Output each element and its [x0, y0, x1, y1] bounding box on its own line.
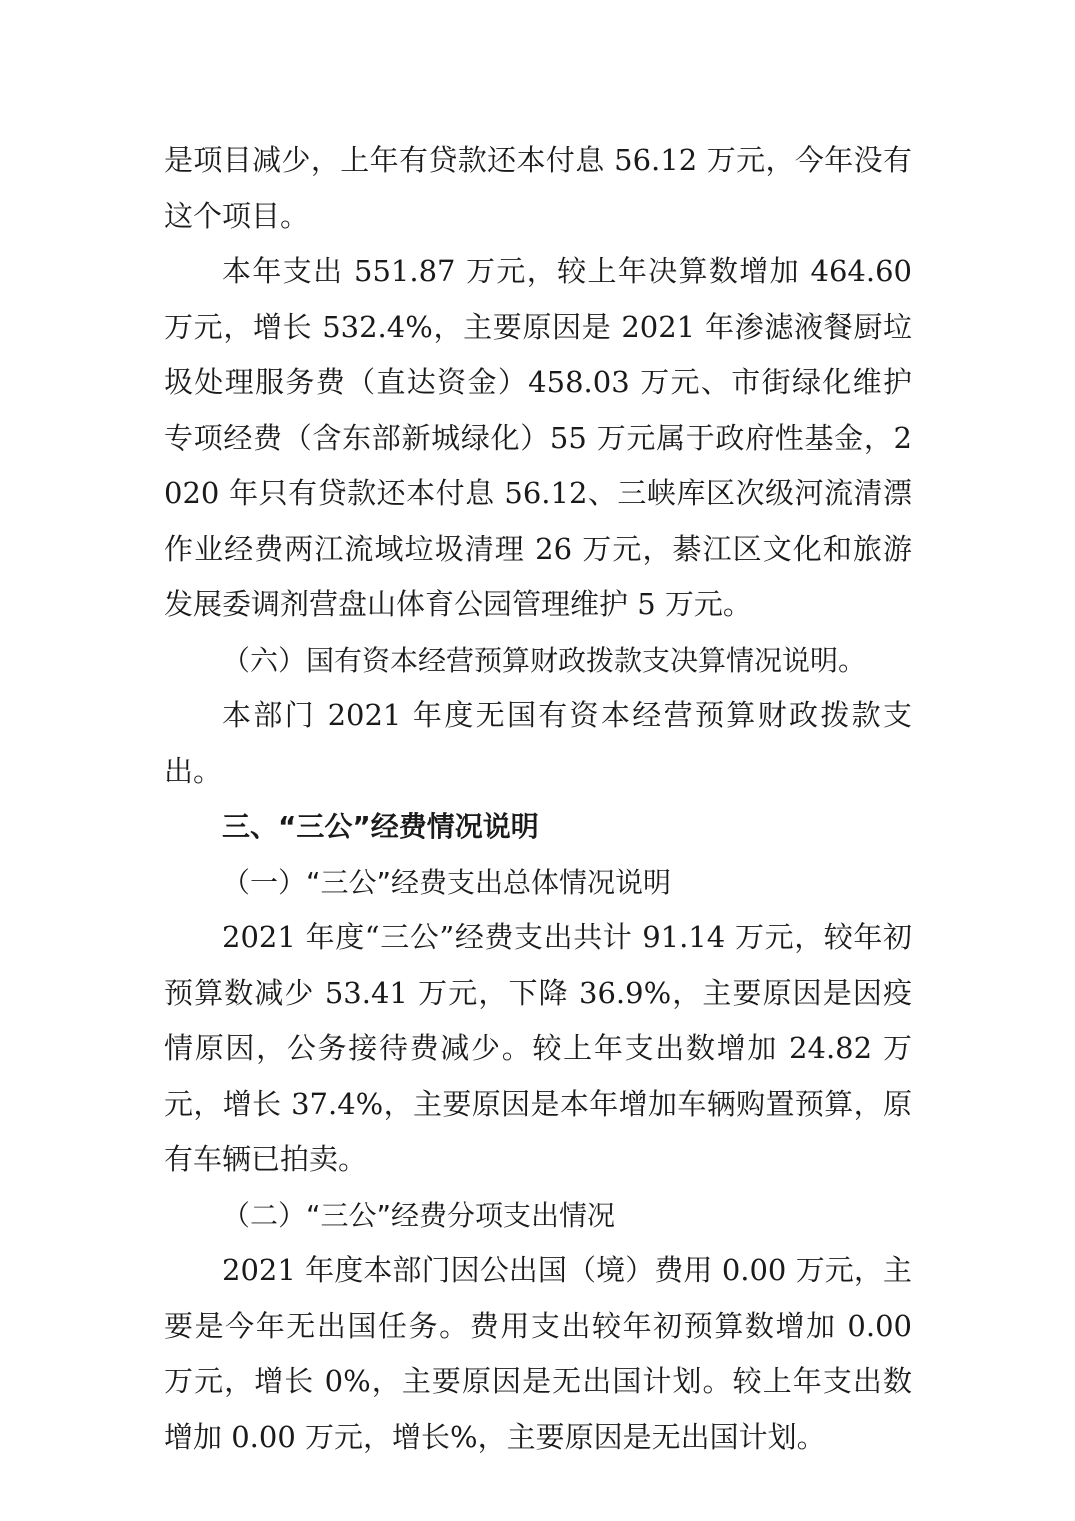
subheading-state-capital: （六）国有资本经营预算财政拨款支决算情况说明。 [222, 643, 867, 677]
section-heading-three-public: 三、“三公”经费情况说明 [222, 810, 539, 843]
subheading-overall: （一）“三公”经费支出总体情况说明 [222, 865, 672, 899]
paragraph-state-capital: 本部门 2021 年度无国有资本经营预算财政拨款支出。 [164, 698, 912, 788]
paragraph-overall: 2021 年度“三公”经费支出共计 91.14 万元，较年初预算数减少 53.41 万元，下降 36.9%，主要原因是因疫情原因，公务接待费减少。较上年支出数增加 24.82 万元，增长 37.4%，主要原因是本年增加车辆购置预算，原有车辆已拍卖。 [164, 920, 912, 1176]
document-body [164, 133, 912, 1465]
paragraph-expenditure-summary: 本年支出 551.87 万元，较上年决算数增加 464.60 万元，增长 532.4%，主要原因是 2021 年渗滤液餐厨垃圾处理服务费（直达资金）458.03 万元、市街绿化维护专项经费（含东部新城绿化）55 万元属于政府性基金，2020 年只有贷款还本付息 56.12、三峡库区次级河流清漂作业经费两江流域垃圾清理 26 万元，綦江区文化和旅游发展委调剂营盘山体育公园管理维护 5 万元。 [164, 254, 912, 621]
paragraph-overseas-travel: 2021 年度本部门因公出国（境）费用 0.00 万元，主要是今年无出国任务。费用支出较年初预算数增加 0.00 万元，增长 0%，主要原因是无出国计划。较上年支出数增加 0.00 万元，增长%，主要原因是无出国计划。 [164, 1253, 912, 1454]
subheading-itemized: （二）“三公”经费分项支出情况 [222, 1198, 616, 1232]
paragraph-continuation: 是项目减少，上年有贷款还本付息 56.12 万元，今年没有这个项目。 [164, 143, 912, 233]
